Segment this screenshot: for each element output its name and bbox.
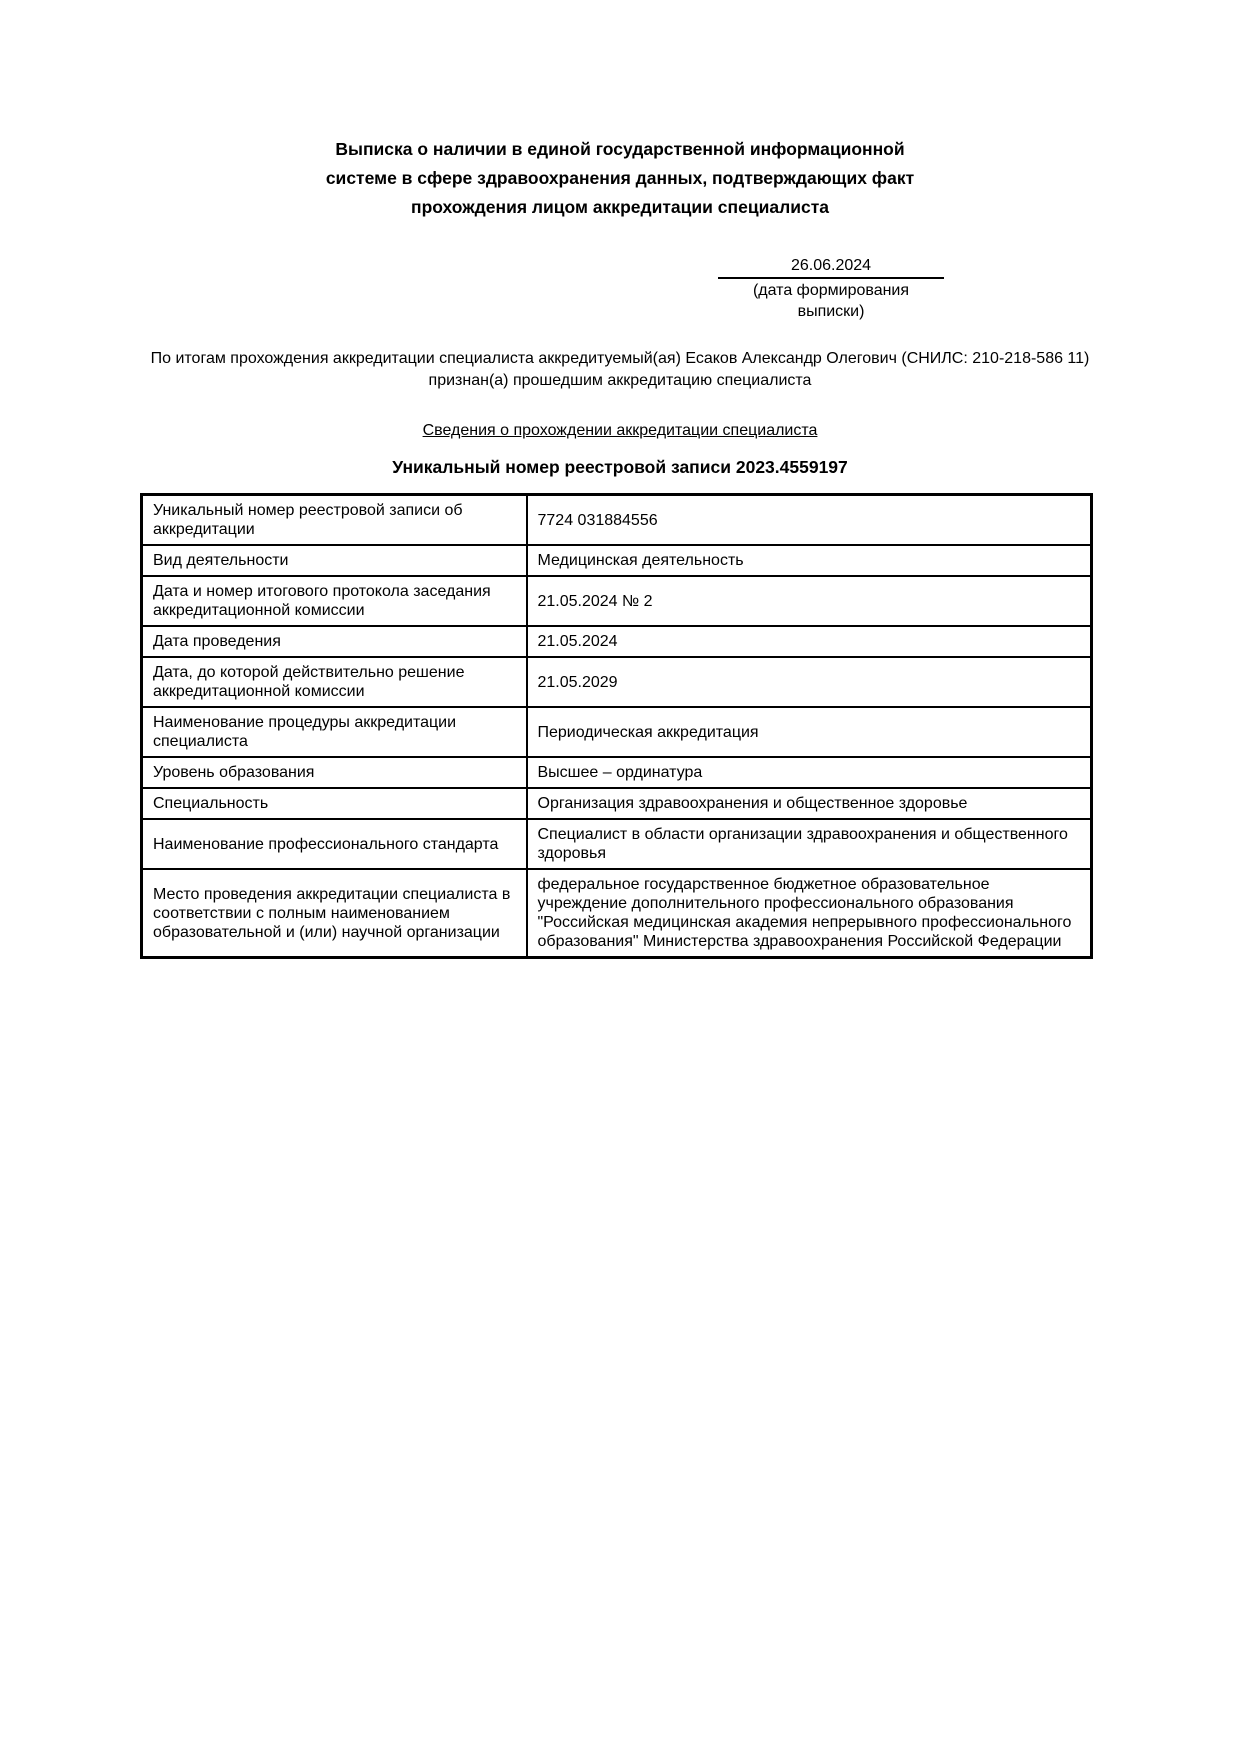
- row-value: Организация здравоохранения и общественное здоровье: [527, 788, 1092, 819]
- document-title-line-2: системе в сфере здравоохранения данных, подтверждающих факт: [325, 168, 915, 188]
- table-row: [142, 576, 1092, 626]
- row-label: Дата, до которой действительно решение аккредитационной комиссии: [142, 657, 527, 707]
- section-heading: Сведения о прохождении аккредитации специалиста: [422, 422, 818, 439]
- row-value: 21.05.2024 № 2: [527, 576, 1092, 626]
- document-title: [240, 135, 1000, 222]
- row-label: Наименование процедуры аккредитации специалиста: [142, 707, 527, 757]
- table-row: [142, 757, 1092, 788]
- document-title-line-3: прохождения лицом аккредитации специалиста: [411, 197, 829, 217]
- formation-date-value: 26.06.2024: [718, 256, 944, 279]
- row-label: Уникальный номер реестровой записи об аккредитации: [142, 495, 527, 546]
- row-value: Высшее – ординатура: [527, 757, 1092, 788]
- intro-line-2: признан(а) прошедшим аккредитацию специалиста: [428, 372, 812, 389]
- formation-date-block: [718, 256, 944, 322]
- table-row: [142, 788, 1092, 819]
- row-value: Специалист в области организации здравоохранения и общественного здоровья: [527, 819, 1092, 869]
- row-value: 7724 031884556: [527, 495, 1092, 546]
- row-label: Дата проведения: [142, 626, 527, 657]
- row-label: Место проведения аккредитации специалиста в соответствии с полным наименованием образовательной и (или) научной организации: [142, 869, 527, 958]
- row-value: Периодическая аккредитация: [527, 707, 1092, 757]
- intro-paragraph: [80, 348, 1160, 392]
- row-label: Специальность: [142, 788, 527, 819]
- row-value: 21.05.2029: [527, 657, 1092, 707]
- table-row: [142, 545, 1092, 576]
- table-row: [142, 626, 1092, 657]
- table-row: [142, 657, 1092, 707]
- row-label: Уровень образования: [142, 757, 527, 788]
- row-label: Наименование профессионального стандарта: [142, 819, 527, 869]
- row-value: 21.05.2024: [527, 626, 1092, 657]
- accreditation-table: [140, 493, 1093, 959]
- table-row: [142, 495, 1092, 546]
- row-label: Дата и номер итогового протокола заседания аккредитационной комиссии: [142, 576, 527, 626]
- table-row: [142, 869, 1092, 958]
- row-label: Вид деятельности: [142, 545, 527, 576]
- formation-date-caption: (дата формирования выписки): [752, 282, 910, 320]
- row-value: федеральное государственное бюджетное образовательное учреждение дополнительного профессионального образования "Российская медицинская академия непрерывного профессионального образования" Министерства здравоохранения Российской Федерации: [527, 869, 1092, 958]
- intro-line-1: По итогам прохождения аккредитации специалиста аккредитуемый(ая) Есаков Александр Олегович (СНИЛС: 210-218-586 11): [150, 350, 1090, 367]
- table-row: [142, 819, 1092, 869]
- table-row: [142, 707, 1092, 757]
- record-number-heading: Уникальный номер реестровой записи 2023.4559197: [392, 457, 848, 477]
- document-title-line-1: Выписка о наличии в единой государственной информационной: [335, 139, 905, 159]
- row-value: Медицинская деятельность: [527, 545, 1092, 576]
